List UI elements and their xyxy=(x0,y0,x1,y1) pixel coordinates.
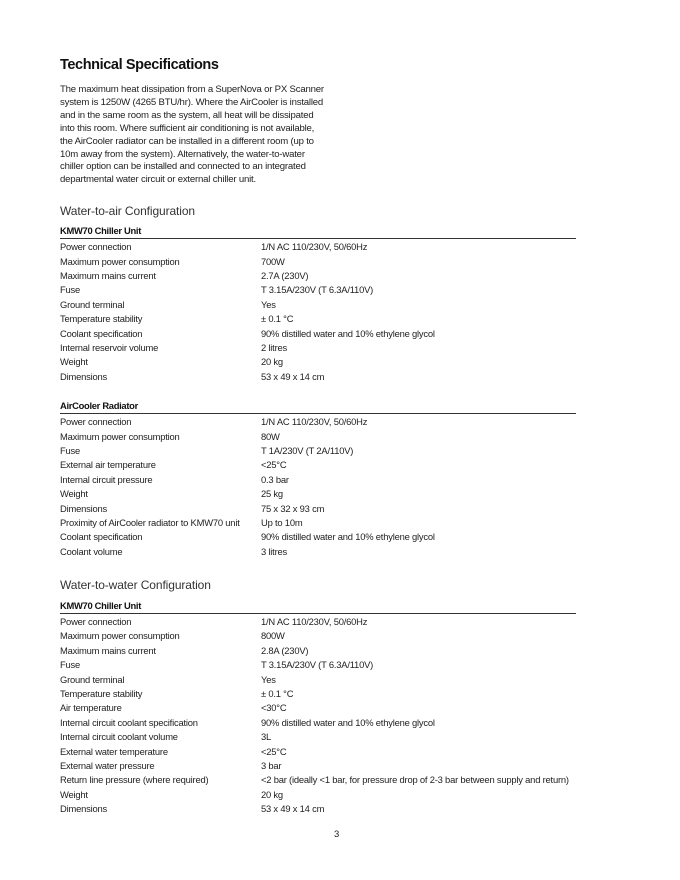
spec-row xyxy=(60,530,576,544)
spec-row xyxy=(60,658,576,672)
spec-value: 20 kg xyxy=(261,356,283,368)
spec-label: Weight xyxy=(60,356,88,368)
spec-label: Internal circuit coolant volume xyxy=(60,731,178,743)
spec-rows xyxy=(60,615,576,816)
spec-label: Coolant volume xyxy=(60,545,123,557)
spec-row xyxy=(60,269,576,283)
intro-line: 10m away from the system). Alternatively, the water-to-water xyxy=(60,148,305,160)
spec-row xyxy=(60,327,576,341)
spec-label: Temperature stability xyxy=(60,313,143,325)
spec-row xyxy=(60,430,576,444)
spec-value: 1/N AC 110/230V, 50/60Hz xyxy=(261,416,368,428)
spec-row xyxy=(60,283,576,297)
spec-row xyxy=(60,415,576,429)
page-title: Technical Specifications xyxy=(60,57,219,73)
spec-label: External water temperature xyxy=(60,745,168,757)
spec-value: 80W xyxy=(261,430,280,442)
spec-row xyxy=(60,487,576,501)
intro-line: The maximum heat dissipation from a SuperNova or PX Scanner xyxy=(60,84,324,95)
spec-label: Temperature stability xyxy=(60,688,143,700)
spec-row xyxy=(60,773,576,787)
spec-value: <25°C xyxy=(261,745,287,757)
spec-label: Fuse xyxy=(60,444,81,456)
spec-label: Dimensions xyxy=(60,803,107,815)
spec-label: Fuse xyxy=(60,659,81,671)
spec-label: Weight xyxy=(60,488,88,500)
page-number: 3 xyxy=(334,829,340,840)
spec-label: Internal reservoir volume xyxy=(60,341,159,353)
spec-value: 1/N AC 110/230V, 50/60Hz xyxy=(261,241,368,253)
spec-row xyxy=(60,298,576,312)
spec-label: Internal circuit coolant specification xyxy=(60,716,198,728)
spec-label: Dimensions xyxy=(60,502,107,514)
spec-row xyxy=(60,240,576,254)
spec-value: 90% distilled water and 10% ethylene glycol xyxy=(261,716,435,728)
spec-label: Maximum power consumption xyxy=(60,430,180,442)
spec-row xyxy=(60,687,576,701)
spec-value: 3L xyxy=(261,731,272,743)
spec-row xyxy=(60,615,576,629)
section-heading-water-to-water: Water-to-water Configuration xyxy=(60,578,211,593)
spec-row xyxy=(60,545,576,559)
spec-table-kmw70-water-to-air xyxy=(60,225,576,384)
spec-row xyxy=(60,802,576,816)
spec-value: 700W xyxy=(261,255,285,267)
spec-row xyxy=(60,759,576,773)
spec-value: Yes xyxy=(261,673,276,685)
spec-row xyxy=(60,701,576,715)
intro-line: into this room. Where sufficient air conditioning is not available, xyxy=(60,122,315,134)
spec-label: External air temperature xyxy=(60,459,156,471)
spec-label: Maximum mains current xyxy=(60,270,156,282)
spec-row xyxy=(60,745,576,759)
spec-label: Maximum mains current xyxy=(60,644,156,656)
spec-value: 0.3 bar xyxy=(261,473,289,485)
spec-row xyxy=(60,788,576,802)
intro-line: chiller option can be installed and connected to an integrated xyxy=(60,161,306,173)
spec-value: ± 0.1 °C xyxy=(261,688,294,700)
spec-value: 90% distilled water and 10% ethylene glycol xyxy=(261,327,435,339)
spec-value: 20 kg xyxy=(261,788,283,800)
spec-value: 2 litres xyxy=(261,341,288,353)
spec-table-aircooler-radiator xyxy=(60,400,576,559)
spec-value: 53 x 49 x 14 cm xyxy=(261,370,325,382)
spec-value: Yes xyxy=(261,298,276,310)
spec-rows xyxy=(60,415,576,559)
spec-table-kmw70-water-to-water xyxy=(60,600,576,816)
spec-label: Coolant specification xyxy=(60,531,143,543)
spec-label: Dimensions xyxy=(60,370,107,382)
spec-label: Air temperature xyxy=(60,702,122,714)
spec-value: <30°C xyxy=(261,702,287,714)
spec-label: Ground terminal xyxy=(60,298,125,310)
spec-value: 800W xyxy=(261,630,285,642)
intro-line: departmental water circuit or external chiller unit. xyxy=(60,174,256,186)
spec-value: 2.7A (230V) xyxy=(261,270,309,282)
spec-row xyxy=(60,341,576,355)
spec-row xyxy=(60,673,576,687)
page-content xyxy=(60,56,576,817)
spec-row xyxy=(60,716,576,730)
spec-row xyxy=(60,458,576,472)
spec-value: T 3.15A/230V (T 6.3A/110V) xyxy=(261,284,374,296)
intro-line: the AirCooler radiator can be installed in a different room (up to xyxy=(60,135,314,147)
intro-line: system is 1250W (4265 BTU/hr). Where the AirCooler is installed xyxy=(60,96,324,108)
spec-value: Up to 10m xyxy=(261,516,303,528)
spec-value: 3 bar xyxy=(261,759,282,771)
spec-row xyxy=(60,730,576,744)
spec-value: <2 bar (ideally <1 bar, for pressure drop of 2-3 bar between supply and return) xyxy=(261,774,569,786)
spec-row xyxy=(60,473,576,487)
spec-row xyxy=(60,502,576,516)
spec-row xyxy=(60,312,576,326)
intro-line: and in the same room as the system, all heat will be dissipated xyxy=(60,109,314,121)
spec-value: 53 x 49 x 14 cm xyxy=(261,803,325,815)
spec-row xyxy=(60,444,576,458)
spec-value: <25°C xyxy=(261,459,287,471)
table-title: KMW70 Chiller Unit xyxy=(60,225,576,239)
spec-label: Ground terminal xyxy=(60,673,125,685)
spec-label: Fuse xyxy=(60,284,81,296)
section-heading-water-to-air: Water-to-air Configuration xyxy=(60,204,196,219)
spec-label: Internal circuit pressure xyxy=(60,473,153,485)
spec-row xyxy=(60,355,576,369)
spec-label: Power connection xyxy=(60,616,132,628)
spec-label: Coolant specification xyxy=(60,327,143,339)
spec-label: Maximum power consumption xyxy=(60,630,180,642)
spec-value: 3 litres xyxy=(261,545,288,557)
spec-value: 2.8A (230V) xyxy=(261,644,309,656)
spec-label: Return line pressure (where required) xyxy=(60,774,209,786)
spec-value: T 3.15A/230V (T 6.3A/110V) xyxy=(261,659,374,671)
spec-row xyxy=(60,370,576,384)
spec-label: Power connection xyxy=(60,241,132,253)
spec-label: Power connection xyxy=(60,416,132,428)
spec-row xyxy=(60,516,576,530)
spec-label: Weight xyxy=(60,788,88,800)
intro-paragraph xyxy=(60,84,335,187)
spec-label: Maximum power consumption xyxy=(60,255,180,267)
spec-row xyxy=(60,629,576,643)
spec-value: 25 kg xyxy=(261,488,283,500)
spec-value: T 1A/230V (T 2A/110V) xyxy=(261,444,354,456)
table-title: KMW70 Chiller Unit xyxy=(60,600,576,614)
spec-row xyxy=(60,255,576,269)
spec-label: Proximity of AirCooler radiator to KMW70 unit xyxy=(60,516,240,528)
spec-row xyxy=(60,644,576,658)
spec-value: 75 x 32 x 93 cm xyxy=(261,502,325,514)
spec-label: External water pressure xyxy=(60,759,155,771)
spec-value: ± 0.1 °C xyxy=(261,313,294,325)
spec-rows xyxy=(60,240,576,384)
spec-value: 1/N AC 110/230V, 50/60Hz xyxy=(261,616,368,628)
spec-value: 90% distilled water and 10% ethylene glycol xyxy=(261,531,435,543)
table-title: AirCooler Radiator xyxy=(60,400,576,414)
